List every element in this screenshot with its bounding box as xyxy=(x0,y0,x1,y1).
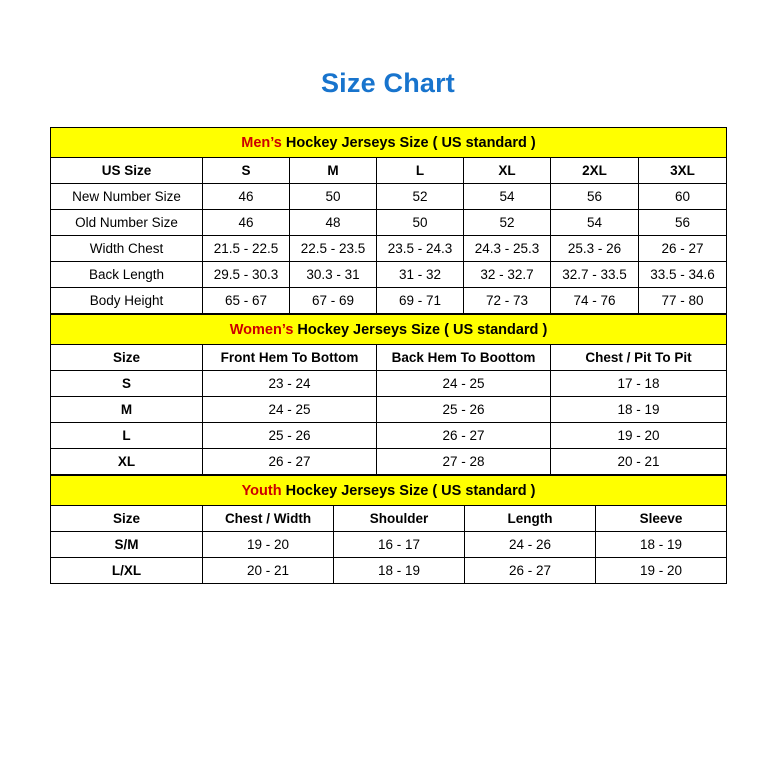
mens-row-0-value-5: 60 xyxy=(639,184,727,210)
mens-row-2-value-3: 24.3 - 25.3 xyxy=(464,236,551,262)
youth-row-0-label: S/M xyxy=(51,532,203,558)
mens-row-3-value-5: 33.5 - 34.6 xyxy=(639,262,727,288)
mens-band-rest: Hockey Jerseys Size ( US standard ) xyxy=(281,134,536,151)
mens-row-4-value-0: 65 - 67 xyxy=(203,288,290,314)
mens-col-1: S xyxy=(203,158,290,184)
table-row xyxy=(51,236,727,262)
youth-row-0-value-1: 16 - 17 xyxy=(334,532,465,558)
youth-row-1-value-1: 18 - 19 xyxy=(334,558,465,584)
mens-band-row xyxy=(51,128,727,158)
womens-row-0-value-1: 24 - 25 xyxy=(377,371,551,397)
mens-band-title xyxy=(51,128,727,158)
youth-header-row xyxy=(51,506,727,532)
table-row xyxy=(51,423,727,449)
mens-col-5: 2XL xyxy=(551,158,639,184)
youth-row-1-value-2: 26 - 27 xyxy=(465,558,596,584)
youth-col-3: Length xyxy=(465,506,596,532)
mens-col-3: L xyxy=(377,158,464,184)
womens-col-2: Back Hem To Boottom xyxy=(377,345,551,371)
mens-row-1-label: Old Number Size xyxy=(51,210,203,236)
womens-row-3-label: XL xyxy=(51,449,203,475)
youth-col-4: Sleeve xyxy=(596,506,727,532)
table-row xyxy=(51,184,727,210)
womens-band-highlight: Women’s xyxy=(229,321,294,338)
mens-row-3-value-2: 31 - 32 xyxy=(377,262,464,288)
womens-col-0: Size xyxy=(51,345,203,371)
mens-col-4: XL xyxy=(464,158,551,184)
mens-row-0-value-1: 50 xyxy=(290,184,377,210)
mens-row-0-label: New Number Size xyxy=(51,184,203,210)
womens-row-2-label: L xyxy=(51,423,203,449)
womens-row-0-value-0: 23 - 24 xyxy=(203,371,377,397)
mens-row-4-value-5: 77 - 80 xyxy=(639,288,727,314)
mens-row-1-value-2: 50 xyxy=(377,210,464,236)
mens-header-row xyxy=(51,158,727,184)
womens-band-row xyxy=(51,315,727,345)
womens-row-1-value-2: 18 - 19 xyxy=(551,397,727,423)
youth-col-2: Shoulder xyxy=(334,506,465,532)
womens-band-title xyxy=(51,315,727,345)
mens-row-0-value-4: 56 xyxy=(551,184,639,210)
mens-row-4-value-2: 69 - 71 xyxy=(377,288,464,314)
mens-row-4-value-4: 74 - 76 xyxy=(551,288,639,314)
mens-col-6: 3XL xyxy=(639,158,727,184)
womens-col-3: Chest / Pit To Pit xyxy=(551,345,727,371)
womens-row-1-value-1: 25 - 26 xyxy=(377,397,551,423)
youth-row-0-value-2: 24 - 26 xyxy=(465,532,596,558)
mens-row-1-value-0: 46 xyxy=(203,210,290,236)
mens-row-2-value-4: 25.3 - 26 xyxy=(551,236,639,262)
youth-col-0: Size xyxy=(51,506,203,532)
mens-row-4-label: Body Height xyxy=(51,288,203,314)
womens-header-row xyxy=(51,345,727,371)
womens-row-3-value-1: 27 - 28 xyxy=(377,449,551,475)
mens-row-1-value-5: 56 xyxy=(639,210,727,236)
youth-band-rest: Hockey Jerseys Size ( US standard ) xyxy=(281,482,536,499)
table-row xyxy=(51,371,727,397)
womens-row-1-label: M xyxy=(51,397,203,423)
mens-row-1-value-4: 54 xyxy=(551,210,639,236)
table-row xyxy=(51,397,727,423)
mens-row-2-value-2: 23.5 - 24.3 xyxy=(377,236,464,262)
size-chart-tables xyxy=(50,127,726,584)
mens-row-2-label: Width Chest xyxy=(51,236,203,262)
mens-row-0-value-2: 52 xyxy=(377,184,464,210)
mens-row-2-value-1: 22.5 - 23.5 xyxy=(290,236,377,262)
womens-row-2-value-0: 25 - 26 xyxy=(203,423,377,449)
mens-row-3-label: Back Length xyxy=(51,262,203,288)
mens-row-3-value-0: 29.5 - 30.3 xyxy=(203,262,290,288)
youth-row-1-value-3: 19 - 20 xyxy=(596,558,727,584)
womens-row-2-value-2: 19 - 20 xyxy=(551,423,727,449)
table-row xyxy=(51,449,727,475)
youth-col-1: Chest / Width xyxy=(203,506,334,532)
womens-col-1: Front Hem To Bottom xyxy=(203,345,377,371)
womens-size-table xyxy=(50,314,727,475)
youth-row-0-value-3: 18 - 19 xyxy=(596,532,727,558)
womens-row-0-label: S xyxy=(51,371,203,397)
youth-band-title xyxy=(51,476,727,506)
mens-row-3-value-4: 32.7 - 33.5 xyxy=(551,262,639,288)
youth-row-1-label: L/XL xyxy=(51,558,203,584)
womens-row-1-value-0: 24 - 25 xyxy=(203,397,377,423)
mens-col-0: US Size xyxy=(51,158,203,184)
womens-band-rest: Hockey Jerseys Size ( US standard ) xyxy=(293,321,548,338)
womens-row-0-value-2: 17 - 18 xyxy=(551,371,727,397)
table-row xyxy=(51,558,727,584)
table-row xyxy=(51,262,727,288)
mens-row-1-value-1: 48 xyxy=(290,210,377,236)
mens-row-2-value-0: 21.5 - 22.5 xyxy=(203,236,290,262)
youth-band-highlight: Youth xyxy=(241,482,282,499)
mens-row-3-value-1: 30.3 - 31 xyxy=(290,262,377,288)
mens-col-2: M xyxy=(290,158,377,184)
mens-band-highlight: Men’s xyxy=(241,134,282,151)
table-row xyxy=(51,288,727,314)
youth-band-row xyxy=(51,476,727,506)
womens-row-3-value-0: 26 - 27 xyxy=(203,449,377,475)
table-row xyxy=(51,532,727,558)
youth-row-0-value-0: 19 - 20 xyxy=(203,532,334,558)
table-row xyxy=(51,210,727,236)
mens-size-table xyxy=(50,127,727,314)
mens-row-4-value-3: 72 - 73 xyxy=(464,288,551,314)
mens-row-4-value-1: 67 - 69 xyxy=(290,288,377,314)
womens-row-3-value-2: 20 - 21 xyxy=(551,449,727,475)
youth-size-table xyxy=(50,475,727,584)
womens-row-2-value-1: 26 - 27 xyxy=(377,423,551,449)
mens-row-1-value-3: 52 xyxy=(464,210,551,236)
mens-row-2-value-5: 26 - 27 xyxy=(639,236,727,262)
youth-row-1-value-0: 20 - 21 xyxy=(203,558,334,584)
page-title: Size Chart xyxy=(320,68,456,98)
mens-row-0-value-3: 54 xyxy=(464,184,551,210)
mens-row-3-value-3: 32 - 32.7 xyxy=(464,262,551,288)
mens-row-0-value-0: 46 xyxy=(203,184,290,210)
size-chart-page xyxy=(0,68,776,760)
